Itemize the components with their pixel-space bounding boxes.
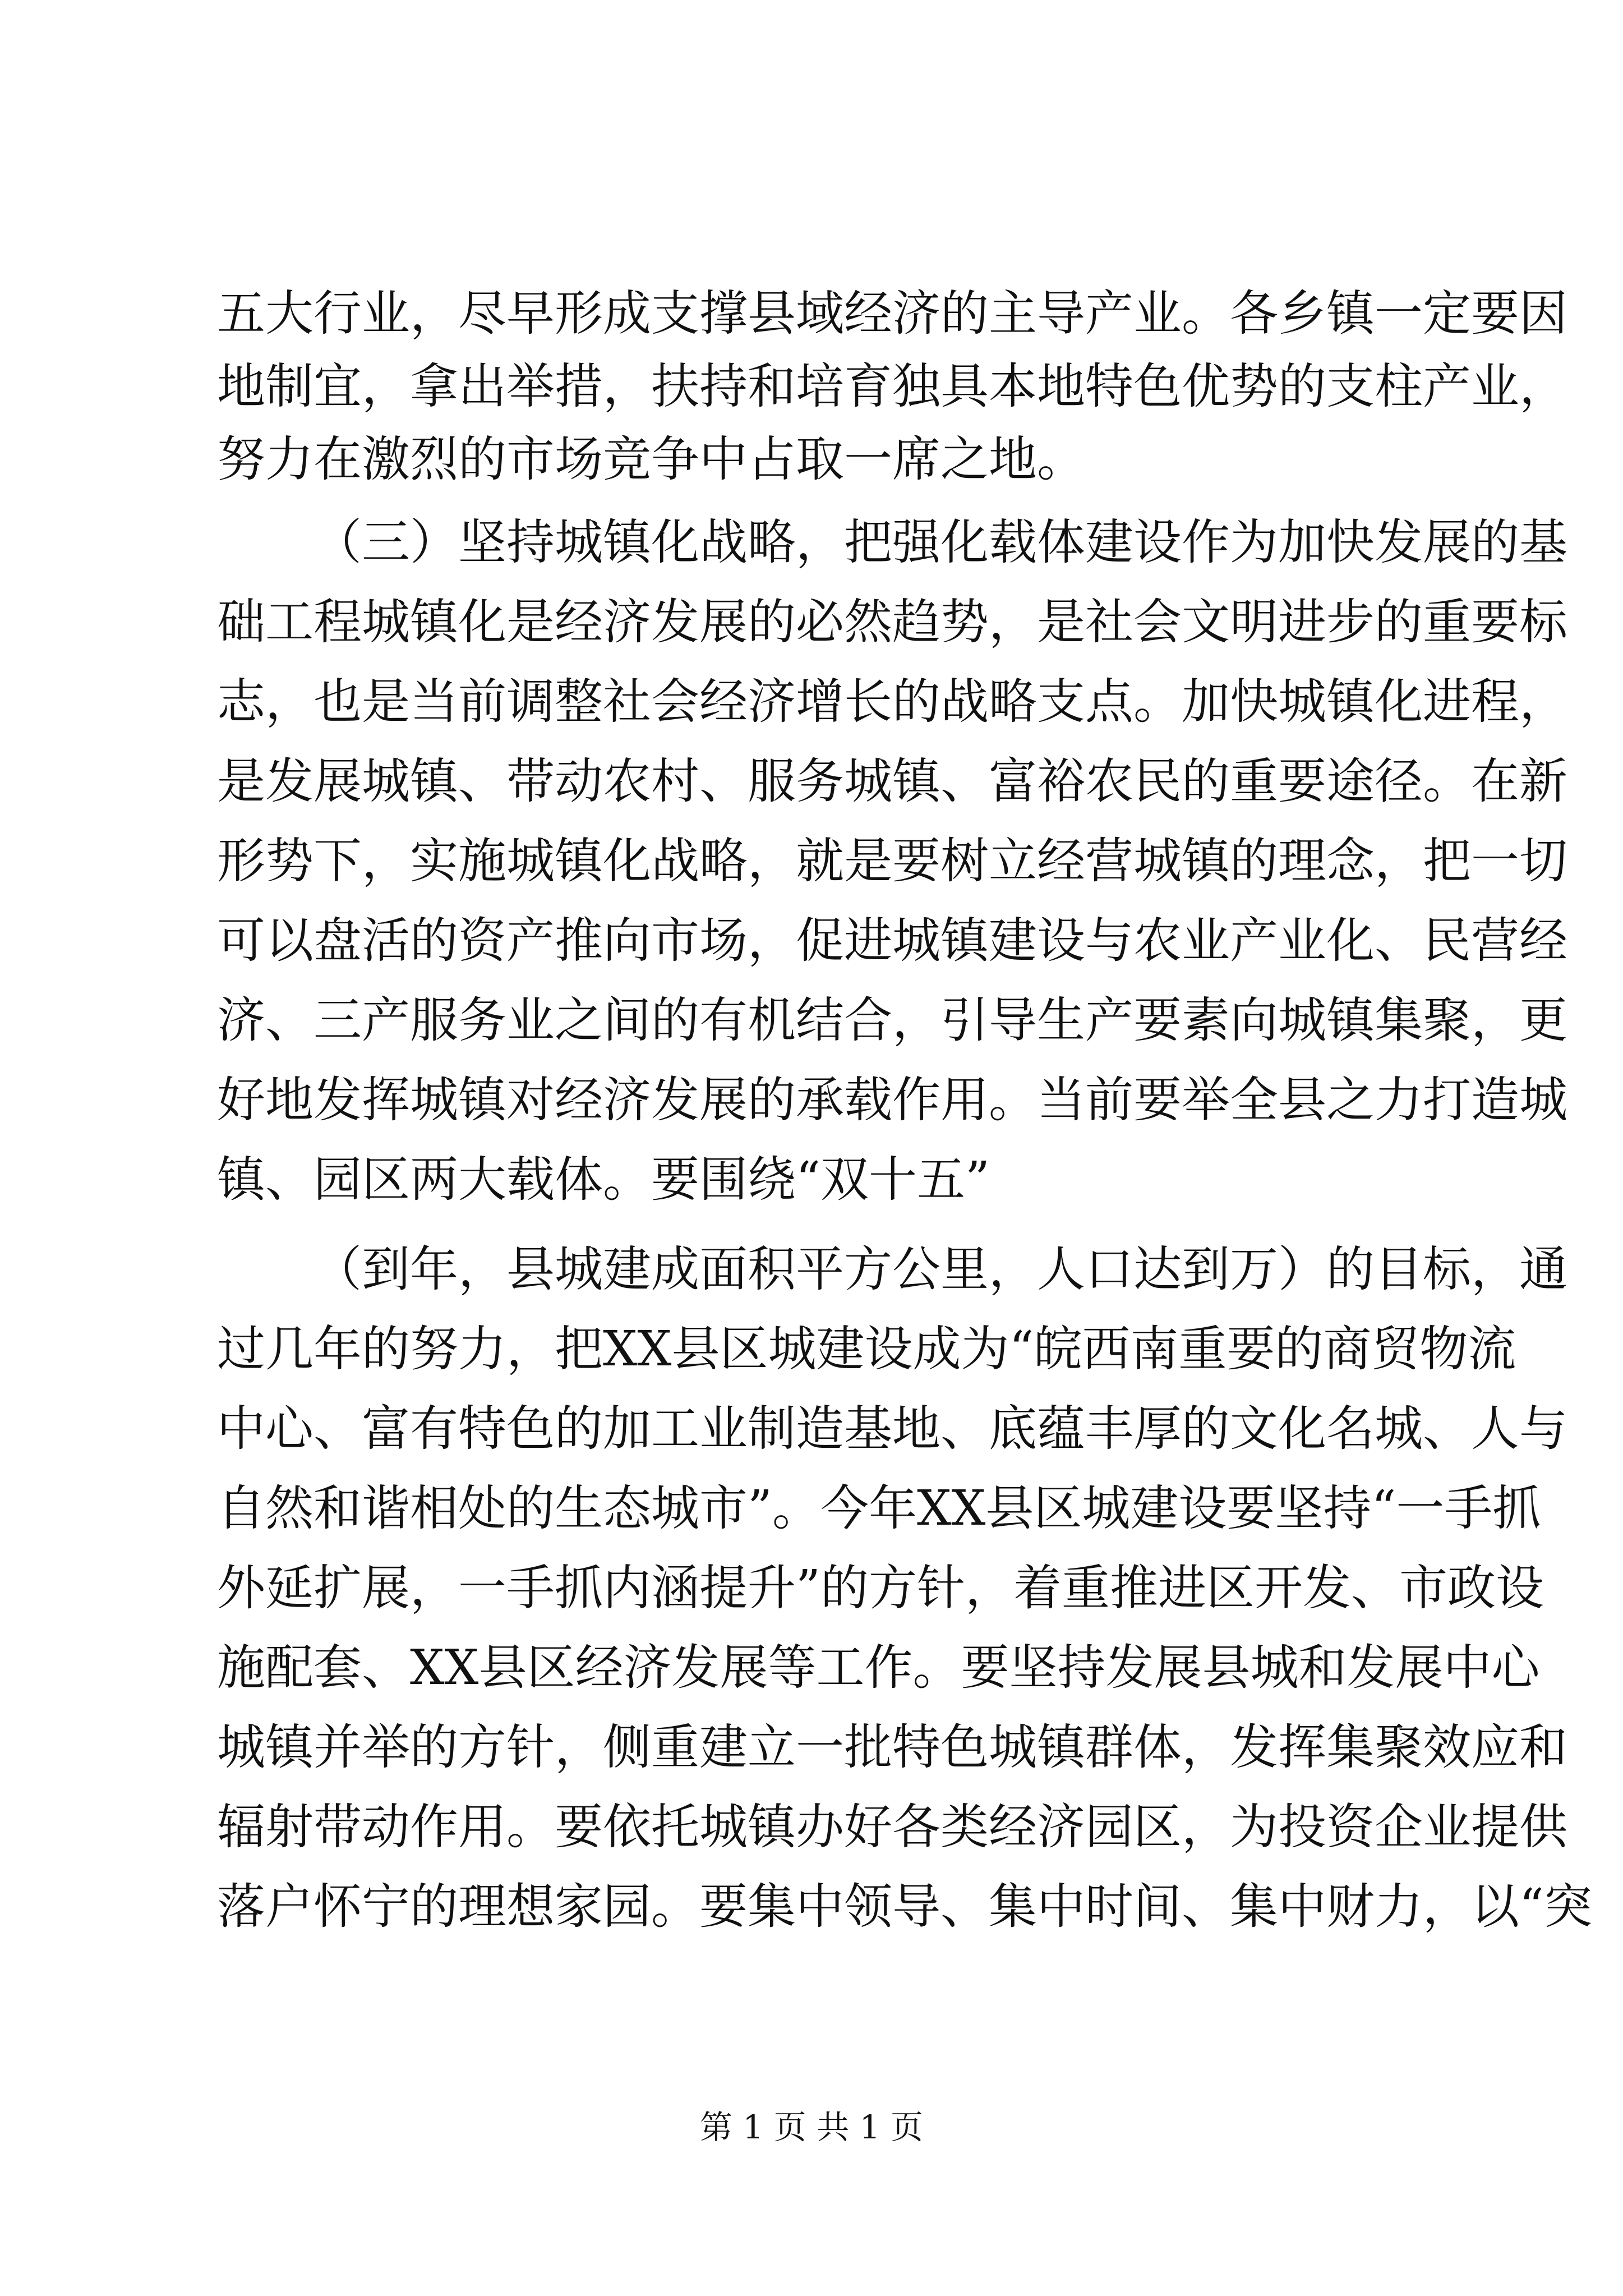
text-line: 可以盘活的资产推向市场，促进城镇建设与农业产业化、民营经 xyxy=(217,913,1567,969)
text-line: 济、三产服务业之间的有机结合，引导生产要素向城镇集聚，更 xyxy=(217,992,1567,1048)
text-line: 施配套、XX县区经济发展等工作。要坚持发展县城和发展中心 xyxy=(217,1640,1540,1696)
text-line: 好地发挥城镇对经济发展的承载作用。当前要举全县之力打造城 xyxy=(217,1072,1567,1128)
text-line: 外延扩展，一手抓内涵提升”的方针，着重推进区开发、市政设 xyxy=(217,1560,1544,1616)
text-line: 是发展城镇、带动农村、服务城镇、富裕农民的重要途径。在新 xyxy=(217,753,1567,809)
text-line: 志，也是当前调整社会经济增长的战略支点。加快城镇化进程， xyxy=(217,674,1567,730)
text-line: 形势下，实施城镇化战略，就是要树立经营城镇的理念，把一切 xyxy=(217,833,1567,889)
text-line: 过几年的努力，把XX县区城建设成为“皖西南重要的商贸物流 xyxy=(217,1321,1516,1377)
page-footer: 第 1 页 共 1 页 xyxy=(700,2108,923,2146)
text-line: 辐射带动作用。要依托城镇办好各类经济园区，为投资企业提供 xyxy=(217,1799,1567,1855)
text-line: 础工程城镇化是经济发展的必然趋势，是社会文明进步的重要标 xyxy=(217,594,1567,650)
text-line: 落户怀宁的理想家园。要集中领导、集中时间、集中财力，以“突 xyxy=(217,1879,1592,1935)
paragraph-heading: （三）坚持城镇化战略，把强化载体建设作为加快发展的基 xyxy=(313,514,1567,570)
text-line: 镇、园区两大载体。要围绕“双十五” xyxy=(217,1152,990,1208)
paragraph-start: （到年，县城建成面积平方公里，人口达到万）的目标，通 xyxy=(313,1241,1567,1297)
text-line: 地制宜，拿出举措，扶持和培育独具本地特色优势的支柱产业， xyxy=(217,358,1567,415)
text-line: 城镇并举的方针，侧重建立一批特色城镇群体，发挥集聚效应和 xyxy=(217,1719,1567,1775)
text-line: 五大行业，尽早形成支撑县域经济的主导产业。各乡镇一定要因 xyxy=(217,286,1567,342)
text-line: 努力在激烈的市场竞争中占取一席之地。 xyxy=(217,431,1085,487)
text-line: 中心、富有特色的加工业制造基地、底蕴丰厚的文化名城、人与 xyxy=(217,1401,1567,1457)
text-line: 自然和谐相处的生态城市”。今年XX县区城建设要坚持“一手抓 xyxy=(217,1480,1541,1536)
